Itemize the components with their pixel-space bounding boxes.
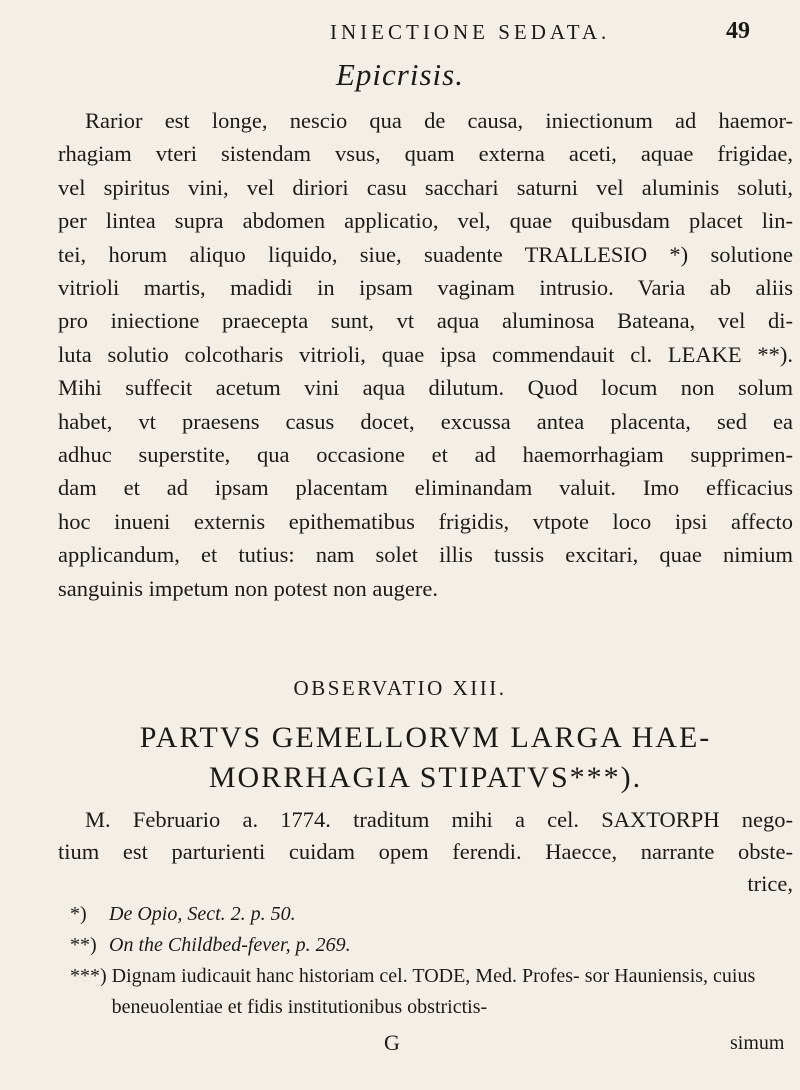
catchword: simum — [730, 1032, 785, 1054]
footnote — [70, 899, 790, 930]
footnote-text: Dignam iudicauit hanc historiam cel. TODE, Med. Profes- sor Hauniensis, cuius beneuolentiae et fidis institutionibus obstrictis- — [111, 965, 756, 1018]
running-head: INIECTIONE SEDATA. — [330, 20, 611, 44]
body-line: luta solutio colcotharis vitrioli, quae ipsa commendauit cl. LEAKE **). — [58, 341, 793, 367]
body-line: habet, vt praesens casus docet, excussa antea placenta, sed ea — [58, 408, 793, 434]
body-line: applicandum, et tutius: nam solet illis tussis excitari, quae nimium — [58, 542, 793, 568]
observation-line: tium est parturienti cuidam opem ferendi. Haecce, narrante obste- — [58, 839, 793, 864]
body-line: tei, horum aliquo liquido, siue, suadente TRALLESIO *) solutione — [58, 241, 793, 267]
body-line: pro iniectione praecepta sunt, vt aqua aluminosa Bateana, vel di- — [58, 308, 793, 334]
observation-title — [58, 718, 793, 798]
footnote-text: De Opio, Sect. 2. p. 50. — [109, 903, 296, 925]
body-line: vitrioli martis, madidi in ipsam vaginam intrusio. Varia ab aliis — [58, 275, 793, 301]
observation-title-line: PARTVS GEMELLORVM LARGA HAE- — [139, 721, 712, 754]
footnote-text: On the Childbed-fever, p. 269. — [109, 934, 351, 956]
observation-number: OBSERVATIO XIII. — [293, 676, 507, 700]
body-line: per lintea supra abdomen applicatio, vel, quae quibusdam placet lin- — [58, 208, 793, 234]
body-line: Mihi suffecit acetum vini aqua dilutum. Quod locum non solum — [58, 375, 793, 401]
body-line: hoc inueni externis epithematibus frigidis, vtpote loco ipsi affecto — [58, 508, 793, 534]
footnote-marker: ***) — [70, 965, 107, 987]
footnote-marker: *) — [70, 903, 87, 925]
observation-line: trice, — [747, 871, 793, 896]
body-line: dam et ad ipsam placentam eliminandam valuit. Imo efficacius — [58, 475, 793, 501]
body-line: rhagiam vteri sistendam vsus, quam externa aceti, aquae frigidae, — [58, 141, 793, 167]
epicrisis-paragraph — [58, 104, 793, 605]
body-line: adhuc superstite, qua occasione et ad haemorrhagiam supprimen- — [58, 442, 793, 468]
footnote — [70, 930, 790, 961]
observation-title-line: MORRHAGIA STIPATVS***). — [208, 761, 643, 794]
body-line: vel spiritus vini, vel diriori casu sacchari saturni vel aluminis soluti, — [58, 174, 793, 200]
body-line: sanguinis impetum non potest non augere. — [58, 575, 438, 601]
page-number: 49 — [726, 18, 750, 44]
observation-paragraph — [58, 804, 793, 900]
footnotes — [70, 899, 790, 1023]
observation-line: M. Februario a. 1774. traditum mihi a cel. SAXTORPH nego- — [85, 807, 793, 832]
section-heading: Epicrisis. — [336, 57, 464, 92]
footnote — [70, 961, 790, 1023]
signature-mark: G — [384, 1030, 400, 1055]
body-line: Rarior est longe, nescio qua de causa, iniectionum ad haemor- — [85, 108, 793, 133]
footnote-marker: **) — [70, 934, 97, 956]
